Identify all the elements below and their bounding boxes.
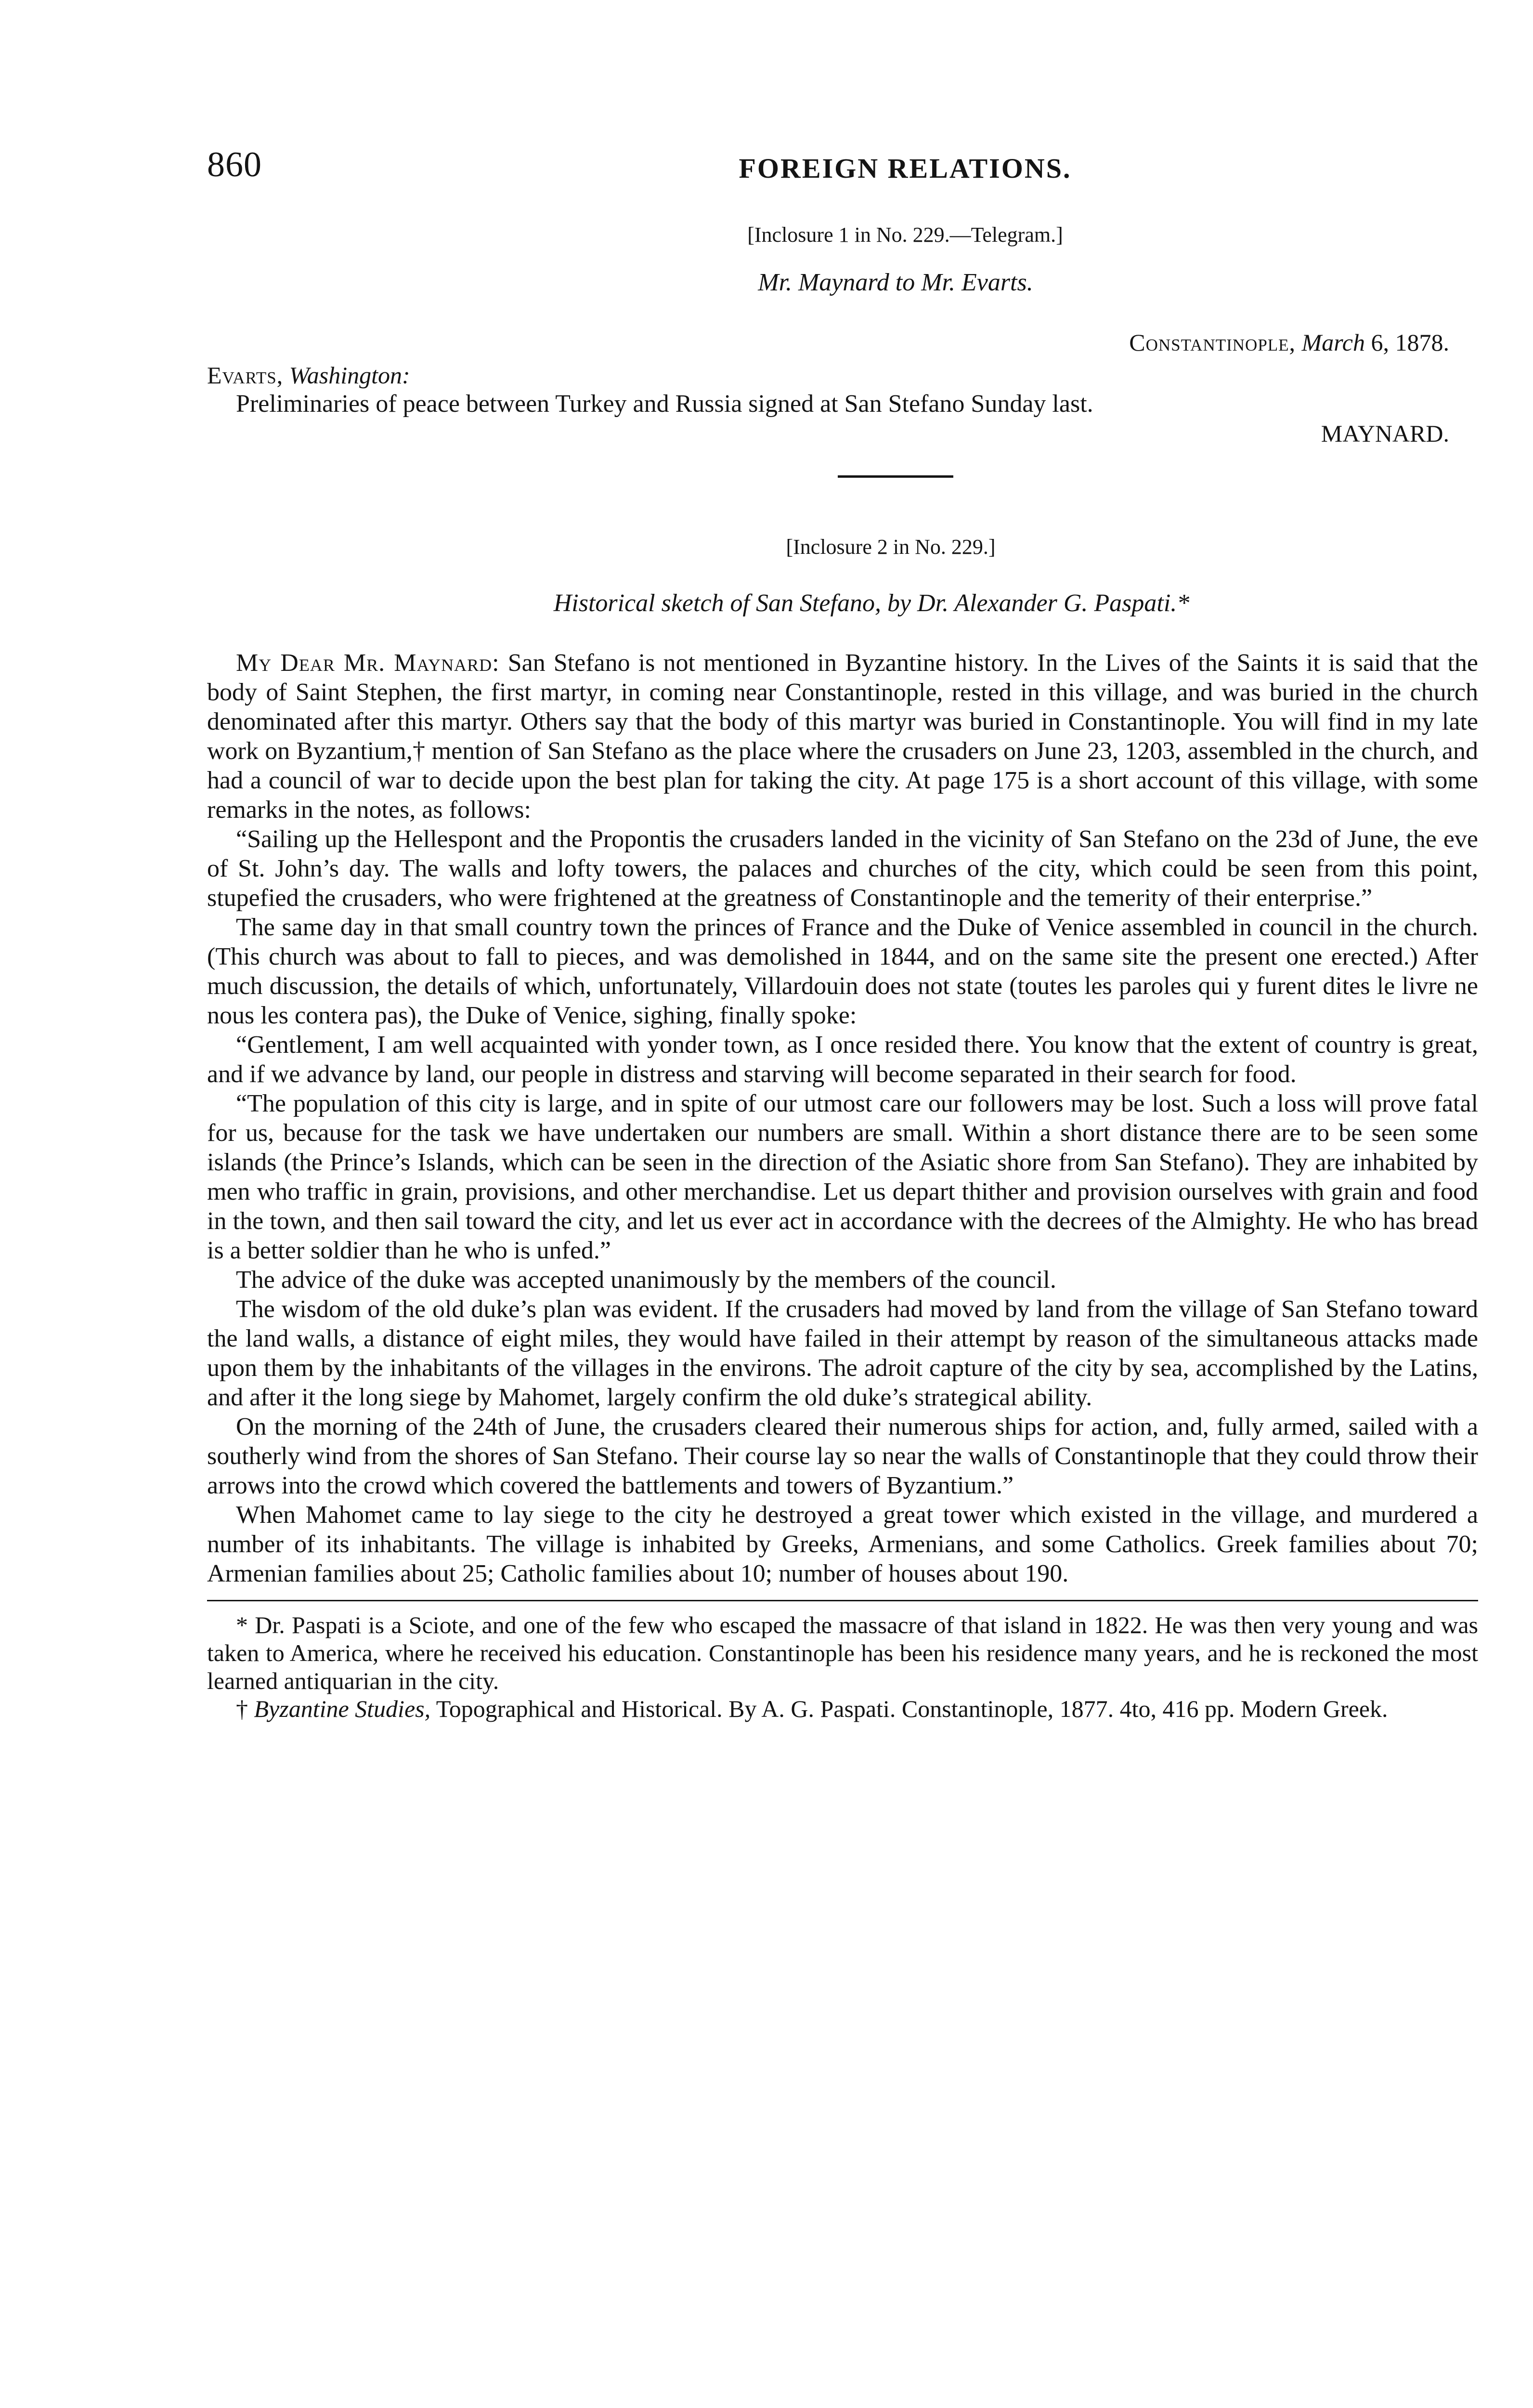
letter-paragraph-9: When Mahomet came to lay siege to the city he destroyed a great tower which existed in the village, and murdered a number of its inhabitants. The village is inhabited by Greeks, Armenians, and some Catholics. Greek families about 70; Armenian families about 25; Catholic families about 10; number of houses about 190. bbox=[207, 1501, 1478, 1587]
footnote-2-title: Byzantine Studies, bbox=[254, 1695, 431, 1722]
document-page bbox=[207, 144, 1478, 1723]
addressee-name: Evarts, bbox=[207, 362, 284, 389]
letter-paragraph-1 bbox=[207, 648, 1478, 824]
enclosure-1-label: [Inclosure 1 in No. 229.—Telegram.] bbox=[747, 223, 1063, 247]
footnotes bbox=[207, 1611, 1478, 1723]
letter-paragraph-5: “The population of this city is large, and in spite of our utmost care our followers may be lost. Such a loss will prove fatal for us, because for the task we have undertaken our numbers are small. Within a short distance there are to be seen some islands (the Prince’s Islands, which can be seen in the direction of the Asiatic shore from San Stefano). They are inhabited by men who traffic in grain, provisions, and other merchandise. Let us depart thither and provision ourselves with grain and food in the town, and then sail toward the city, and let us ever act in accordance with the decrees of the Almighty. He who has bread is a better soldier than he who is unfed.” bbox=[207, 1090, 1478, 1264]
letter-body bbox=[207, 648, 1478, 1588]
footnote-2-mark: † bbox=[236, 1695, 248, 1722]
enclosure-2-title: Historical sketch of San Stefano, by Dr. Alexander G. Paspati.* bbox=[553, 589, 1190, 617]
footnote-1: * Dr. Paspati is a Sciote, and one of the few who escaped the massacre of that island in 1822. He was then very young and was taken to America, where he received his education. Constantinople has been his residence many years, and he is reckoned the most learned antiquarian in the city. bbox=[207, 1611, 1478, 1694]
addressee bbox=[207, 361, 1478, 389]
dateline-place: Constantinople, bbox=[1129, 329, 1296, 356]
telegram-body bbox=[207, 389, 1478, 419]
telegram-message: Preliminaries of peace between Turkey and Russia signed at San Stefano Sunday last. bbox=[236, 390, 1093, 418]
addressee-place: Washington: bbox=[289, 362, 410, 389]
footnote-rule bbox=[207, 1600, 1478, 1601]
letter-paragraph-3: The same day in that small country town the princes of France and the Duke of Venice assembled in council in the church. (This church was about to fall to pieces, and was demolished in 1844, and on the same site the present one erected.) After much discussion, the details of which, unfortunately, Villardouin does not state (toutes les paroles qui y furent dites le livre ne nous les contera pas), the Duke of Venice, sighing, finally spoke: bbox=[207, 914, 1478, 1029]
footnote-2-text: Topographical and Historical. By A. G. Paspati. Constantinople, 1877. 4to, 416 pp. Modern Greek. bbox=[436, 1695, 1388, 1722]
signature: MAYNARD. bbox=[1321, 420, 1449, 447]
dateline bbox=[207, 328, 1478, 356]
page-number: 860 bbox=[207, 145, 262, 184]
running-title: FOREIGN RELATIONS. bbox=[739, 153, 1072, 184]
letter-paragraph-8: On the morning of the 24th of June, the crusaders cleared their numerous ships for action, and, fully armed, sailed with a southerly wind from the shores of San Stefano. Their course lay so near the walls of Constantinople that they could throw their arrows into the crowd which covered the battlements and towers of Byzantium.” bbox=[207, 1413, 1478, 1499]
running-head bbox=[207, 144, 1478, 212]
letter-paragraph-2: “Sailing up the Hellespont and the Propontis the crusaders landed in the vicinity of San Stefano on the 23d of June, the eve of St. John’s day. The walls and lofty towers, the palaces and churches of the city, which could be seen from this point, stupefied the crusaders, who were frightened at the greatness of Constantinople and the temerity of their enterprise.” bbox=[207, 825, 1478, 912]
paragraph-text: San Stefano is not mentioned in Byzantine history. In the Lives of the Saints it is said that the body of Saint Stephen, the first martyr, in coming near Constantinople, rested in this village, and was buried in the church denominated after this martyr. Others say that the body of this martyr was buried in Constantinople. You will find in my late work on Byzantium,† mention of San Stefano as the place where the crusaders on June 23, 1203, assembled in the church, and had a council of war to decide upon the best plan for taking the city. At page 175 is a short account of this village, with some remarks in the notes, as follows: bbox=[207, 649, 1478, 824]
dateline-month: March bbox=[1301, 329, 1365, 356]
letter-paragraph-6: The advice of the duke was accepted unanimously by the members of the council. bbox=[236, 1266, 1056, 1294]
salutation: My Dear Mr. Maynard: bbox=[236, 649, 500, 677]
letter-paragraph-7: The wisdom of the old duke’s plan was evident. If the crusaders had moved by land from the village of San Stefano toward the land walls, a distance of eight miles, they would have failed in their attempt by reason of the simultaneous attacks made upon them by the inhabitants of the villages in the environs. The adroit capture of the city by sea, accomplished by the Latins, and after it the long siege by Mahomet, largely confirm the old duke’s strategical ability. bbox=[207, 1296, 1478, 1411]
footnote-2 bbox=[207, 1695, 1478, 1723]
letter-paragraph-4: “Gentlement, I am well acquainted with yonder town, as I once resided there. You know that the extent of country is great, and if we advance by land, our people in distress and starving will become separated in their search for food. bbox=[207, 1031, 1478, 1088]
enclosure-1-title: Mr. Maynard to Mr. Evarts. bbox=[758, 269, 1033, 296]
enclosure-2-label: [Inclosure 2 in No. 229.] bbox=[786, 535, 996, 559]
section-divider bbox=[838, 475, 953, 478]
dateline-day-year: 6, 1878. bbox=[1371, 329, 1449, 356]
